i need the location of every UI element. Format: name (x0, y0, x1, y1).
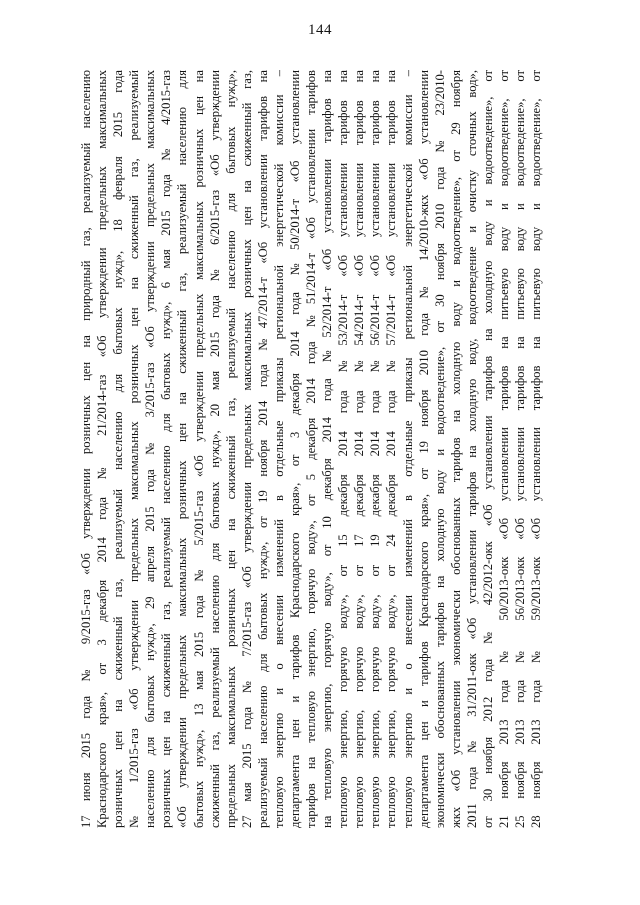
text-line: департамента цен и тарифов Краснодарского края», от 3 декабря 2014 года №50/2014-т «Об установлении (288, 70, 303, 828)
text-line: на тепловую энергию, горячую воду», от 10 декабря 2014 года №52/2014-т «Об установлении тарифов на (320, 70, 335, 828)
text-line: населению для бытовых нужд», 29 апреля 2015 года № 3/2015-газ «Об утверждении предельных максимальных (143, 70, 158, 828)
text-line: тепловую энергию и о внесении изменений в отдельные приказы региональной энергетической комиссии – (271, 70, 286, 828)
rotated-text-block (78, 70, 560, 828)
text-line: 25 ноября 2013 года № 56/2013-окк «Об установлении тарифов на питьевую воду и водоотведение», от (513, 70, 528, 828)
text-line: 21 ноября 2013 года № 50/2013-окк «Об установлении тарифов на питьевую воду и водоотведение», от (497, 70, 512, 828)
text-line: тарифов на тепловую энергию, горячую воду», от 5 декабря 2014 года №51/2014-т «Об установлении тарифов (304, 70, 319, 828)
text-line: розничных цен на сжиженный газ, реализуемый населению для бытовых нужд», 18 февраля 2015 года (111, 70, 126, 828)
page-number: 144 (308, 22, 332, 38)
text-line: тепловую энергию и о внесении изменений в отдельные приказы региональной энергетической комиссии – (400, 70, 415, 828)
text-line: тепловую энергию, горячую воду», от 15 декабря 2014 года №53/2014-т «Об установлении тарифов на (336, 70, 351, 828)
text-line: «Об утверждении предельных максимальных розничных цен на сжиженный газ, реализуемый населению для (175, 70, 190, 828)
text-line: от 30 ноября 2012 года № 42/2012-окк «Об установлении тарифов на холодную воду и водоотведение», от (480, 70, 495, 828)
text-line: тепловую энергию, горячую воду», от 19 декабря 2014 года №56/2014-т «Об установлении тарифов на (368, 70, 383, 828)
text-line: 27 мая 2015 года № 7/2015-газ «Об утверждении предельных максимальных розничных цен на сжиженный газ, (239, 70, 254, 828)
text-line: предельных максимальных розничных цен на сжиженный газ, реализуемый населению для бытовых нужд», (223, 70, 238, 828)
text-line: реализуемый населению для бытовых нужд», от 19 ноября 2014 года №47/2014-т «Об установлении тарифов на (255, 70, 270, 828)
text-line: Краснодарского края», от 3 декабря 2014 года № 21/2014-газ «Об утверждении предельных максимальных (95, 70, 110, 828)
text-line: № 1/2015-газ «Об утверждении предельных максимальных розничных цен на сжиженный газ, реализуемый (127, 70, 142, 828)
text-line: тепловую энергию, горячую воду», от 17 декабря 2014 года №54/2014-т «Об установлении тарифов на (352, 70, 367, 828)
text-line: экономически обоснованных тарифов на холодную воду и водоотведение», от 30 ноября 2010 года № 23/2010- (432, 70, 447, 828)
text-line: департамента цен и тарифов Краснодарского края», от 19 ноября 2010 года № 14/2010-жкх «Об установлении (416, 70, 431, 828)
text-line: бытовых нужд», 13 мая 2015 года № 5/2015-газ «Об утверждении предельных максимальных розничных цен на (191, 70, 206, 828)
text-line: 2011 года № 31/2011-окк «Об установлении тарифов на холодную воду, водоотведение и очистку сточных вод», (464, 70, 479, 828)
text-line: жкх «Об установлении экономически обоснованных тарифов на холодную воду и водоотведение», от 29 ноября (448, 70, 463, 828)
text-line: сжиженный газ, реализуемый населению для бытовых нужд», 20 мая 2015 года № 6/2015-газ «Об утверждении (207, 70, 222, 828)
text-line: тепловую энергию, горячую воду», от 24 декабря 2014 года №57/2014-т «Об установлении тарифов на (384, 70, 399, 828)
text-line: 17 июня 2015 года № 9/2015-газ «Об утверждении розничных цен на природный газ, реализуемый населению (79, 70, 93, 828)
text-line: 28 ноября 2013 года № 59/2013-окк «Об установлении тарифов на питьевую воду и водоотведение», от (529, 70, 544, 828)
text-line: розничных цен на сжиженный газ, реализуемый населению для бытовых нужд», 6 мая 2015 года № 4/2015-газ (159, 70, 174, 828)
